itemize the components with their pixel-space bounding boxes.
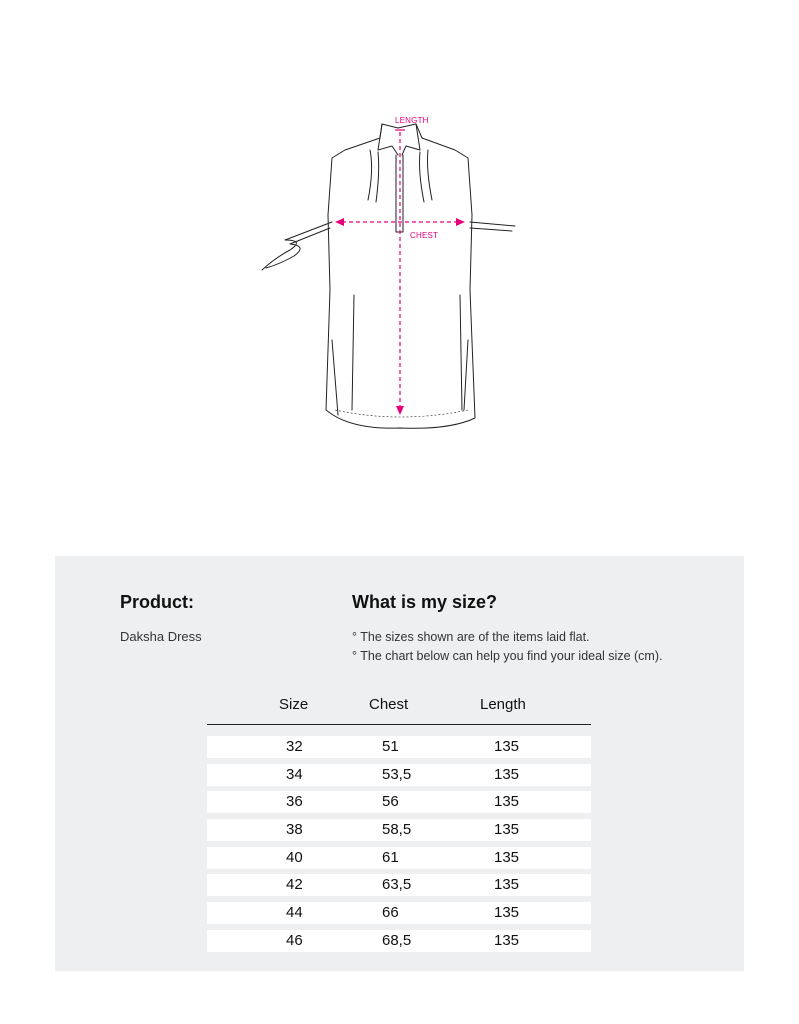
cell-chest: 51 xyxy=(382,738,399,755)
cell-length: 135 xyxy=(494,821,520,839)
dress-illustration xyxy=(250,110,520,440)
cell-size: 46 xyxy=(286,931,303,949)
cell-size: 36 xyxy=(286,793,303,811)
cell-chest: 58,5 xyxy=(382,821,412,839)
cell-length: 135 xyxy=(494,876,520,894)
cell-chest: 56 xyxy=(382,793,399,811)
cell-size: 34 xyxy=(286,765,303,783)
table-row xyxy=(207,874,591,896)
cell-size: 42 xyxy=(286,876,303,894)
cell-length: 135 xyxy=(494,931,520,949)
cell-length: 135 xyxy=(494,793,520,811)
chest-label: CHEST xyxy=(410,231,439,240)
table-row xyxy=(207,819,591,841)
table-row xyxy=(207,791,591,813)
length-label: LENGTH xyxy=(395,116,429,125)
size-notes xyxy=(352,628,662,666)
product-heading: Product: xyxy=(120,592,194,612)
product-name: Daksha Dress xyxy=(120,629,202,644)
cell-length: 135 xyxy=(494,904,520,922)
size-guide-heading: What is my size? xyxy=(352,592,498,612)
size-note: ° The sizes shown are of the items laid flat. xyxy=(352,630,590,644)
cell-size: 38 xyxy=(286,821,303,839)
cell-length: 135 xyxy=(494,848,520,866)
size-table-header xyxy=(207,696,591,725)
table-row xyxy=(207,847,591,869)
cell-size: 40 xyxy=(286,848,303,866)
cell-chest: 53,5 xyxy=(382,765,412,783)
cell-size: 44 xyxy=(286,904,303,922)
size-note: ° The chart below can help you find your ideal size (cm). xyxy=(352,649,663,663)
cell-chest: 61 xyxy=(382,848,399,866)
cell-length: 135 xyxy=(494,765,520,783)
table-row xyxy=(207,902,591,924)
header-size: Size xyxy=(279,696,309,713)
table-row xyxy=(207,736,591,758)
cell-chest: 66 xyxy=(382,904,399,922)
cell-chest: 68,5 xyxy=(382,931,412,949)
cell-size: 32 xyxy=(286,738,303,755)
table-row xyxy=(207,764,591,786)
size-table-body xyxy=(207,736,591,958)
header-length: Length xyxy=(480,696,526,713)
cell-chest: 63,5 xyxy=(382,876,412,894)
cell-length: 135 xyxy=(494,738,520,755)
header-chest: Chest xyxy=(369,696,409,713)
table-row xyxy=(207,930,591,952)
